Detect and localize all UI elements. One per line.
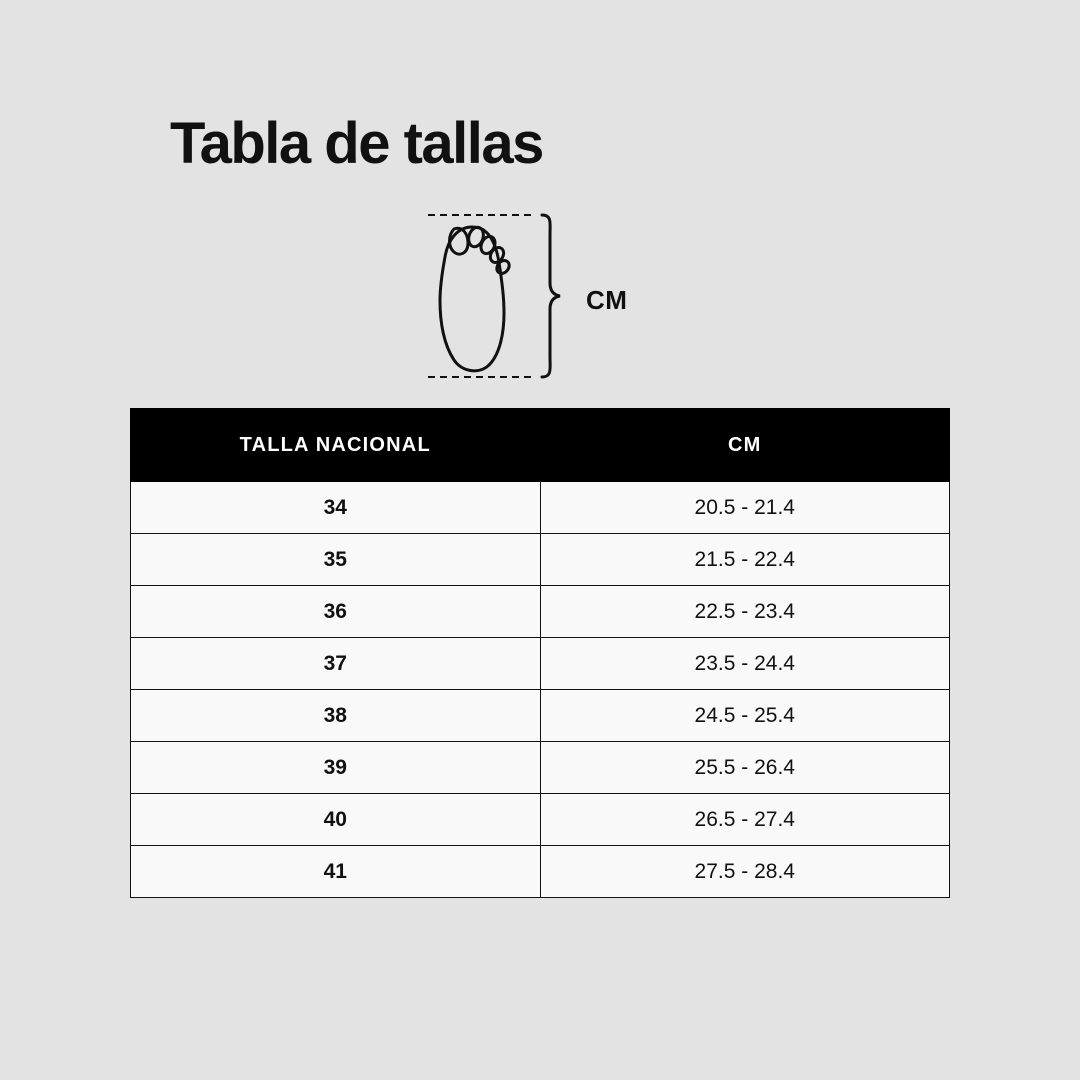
cell-cm: 21.5 - 22.4 — [540, 534, 950, 586]
cell-cm: 23.5 - 24.4 — [540, 638, 950, 690]
table-row — [131, 794, 950, 846]
table-row — [131, 534, 950, 586]
cell-talla: 41 — [131, 846, 541, 898]
column-header-cm: CM — [540, 409, 950, 482]
table-row — [131, 742, 950, 794]
table-row — [131, 638, 950, 690]
measure-label: CM — [586, 285, 628, 315]
cell-talla: 34 — [131, 482, 541, 534]
cell-talla: 39 — [131, 742, 541, 794]
table-row — [131, 846, 950, 898]
cell-cm: 26.5 - 27.4 — [540, 794, 950, 846]
foot-measurement-diagram — [410, 205, 670, 395]
cell-cm: 22.5 - 23.4 — [540, 586, 950, 638]
cell-cm: 27.5 - 28.4 — [540, 846, 950, 898]
size-table — [130, 408, 950, 898]
table-row — [131, 690, 950, 742]
column-header-talla-nacional: TALLA NACIONAL — [131, 409, 541, 482]
measure-brace — [542, 215, 560, 377]
table-row — [131, 482, 950, 534]
cell-talla: 38 — [131, 690, 541, 742]
cell-cm: 20.5 - 21.4 — [540, 482, 950, 534]
table-row — [131, 586, 950, 638]
cell-talla: 40 — [131, 794, 541, 846]
cell-talla: 37 — [131, 638, 541, 690]
cell-cm: 24.5 - 25.4 — [540, 690, 950, 742]
cell-talla: 35 — [131, 534, 541, 586]
toe-2 — [466, 225, 485, 248]
table-header-row — [131, 409, 950, 482]
cell-cm: 25.5 - 26.4 — [540, 742, 950, 794]
table-header — [131, 409, 950, 482]
cell-talla: 36 — [131, 586, 541, 638]
table-body — [131, 482, 950, 898]
page-title: Tabla de tallas — [170, 111, 543, 176]
toe-3 — [478, 234, 497, 256]
